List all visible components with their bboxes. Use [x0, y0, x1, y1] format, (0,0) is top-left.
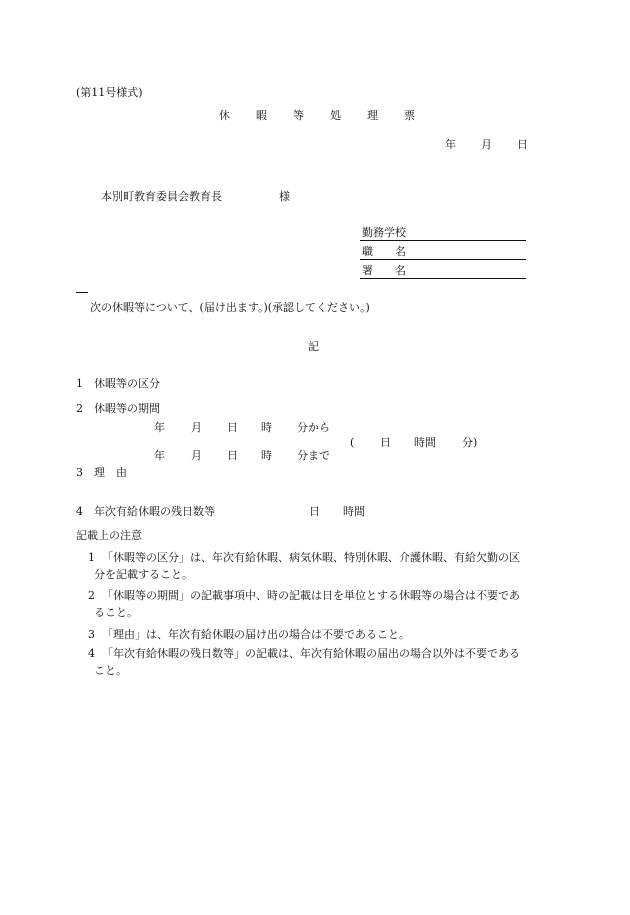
remaining-hours-unit: 時間	[343, 505, 365, 518]
item-leave-type: 1 休暇等の区分	[76, 377, 160, 390]
from-year: 年	[154, 421, 165, 434]
addressee-honorific: 様	[279, 190, 290, 203]
note-item	[88, 587, 558, 621]
note-item	[88, 549, 558, 583]
note-item	[88, 645, 558, 679]
item-leave-period: 2 休暇等の期間	[76, 402, 160, 415]
title-char: 等	[293, 109, 304, 122]
title-char: 処	[330, 109, 341, 122]
position-field-line[interactable]	[360, 259, 526, 260]
school-label: 勤務学校	[362, 226, 406, 239]
to-month: 月	[191, 449, 202, 462]
to-minute: 分まで	[297, 449, 330, 462]
note-number: 2	[88, 589, 95, 602]
date-month-label: 月	[481, 138, 492, 151]
signature-label: 署 名	[362, 264, 406, 277]
to-day: 日	[227, 449, 238, 462]
note-text: 「休暇等の区分」は、年次有給休暇、病気休暇、特別休暇、介護休暇、有給欠勤の区	[102, 551, 520, 564]
duration-minutes: 分)	[462, 436, 478, 449]
title-char: 休	[219, 109, 230, 122]
date-line	[445, 138, 553, 152]
to-hour: 時	[261, 449, 272, 462]
note-number: 1	[88, 551, 95, 564]
duration-hours: 時間	[414, 436, 436, 449]
note-number: 4	[88, 647, 95, 660]
remaining-days-unit: 日	[309, 505, 320, 518]
note-text-continued: こと。	[94, 664, 127, 677]
note-item	[88, 626, 558, 643]
from-day: 日	[227, 421, 238, 434]
to-year: 年	[154, 449, 165, 462]
title-char: 票	[404, 109, 415, 122]
duration-open: (	[350, 436, 355, 449]
from-minute: 分から	[297, 421, 330, 434]
note-number: 3	[88, 628, 95, 641]
addressee: 本別町教育委員会教育長	[101, 190, 222, 203]
date-year-label: 年	[445, 138, 456, 151]
duration-day: 日	[380, 436, 391, 449]
date-day-label: 日	[517, 138, 528, 151]
note-text-continued: ること。	[94, 606, 138, 619]
item-remaining-leave: 4 年次有給休暇の残日数等	[76, 505, 215, 518]
ki-heading: 記	[308, 340, 319, 353]
notes-heading: 記載上の注意	[76, 529, 142, 542]
note-text: 「休暇等の期間」の記載事項中、時の記載は日を単位とする休暇等の場合は不要であ	[102, 589, 520, 602]
school-field-line[interactable]	[360, 240, 526, 241]
note-text: 「理由」は、年次有給休暇の届け出の場合は不要であること。	[102, 628, 410, 641]
note-text: 「年次有給休暇の残日数等」の記載は、年次有給休暇の届出の場合以外は不要である	[102, 647, 520, 660]
position-label: 職 名	[362, 245, 406, 258]
divider-dash	[76, 292, 88, 293]
signature-field-line[interactable]	[360, 278, 526, 279]
page-title	[219, 109, 441, 123]
title-char: 暇	[256, 109, 267, 122]
from-month: 月	[191, 421, 202, 434]
form-number: (第11号様式)	[76, 86, 143, 99]
title-char: 理	[367, 109, 378, 122]
intro-text: 次の休暇等について、(届け出ます。)(承認してください。)	[90, 301, 370, 314]
item-reason: 3 理 由	[76, 466, 127, 479]
from-hour: 時	[261, 421, 272, 434]
note-text-continued: 分を記載すること。	[94, 568, 193, 581]
